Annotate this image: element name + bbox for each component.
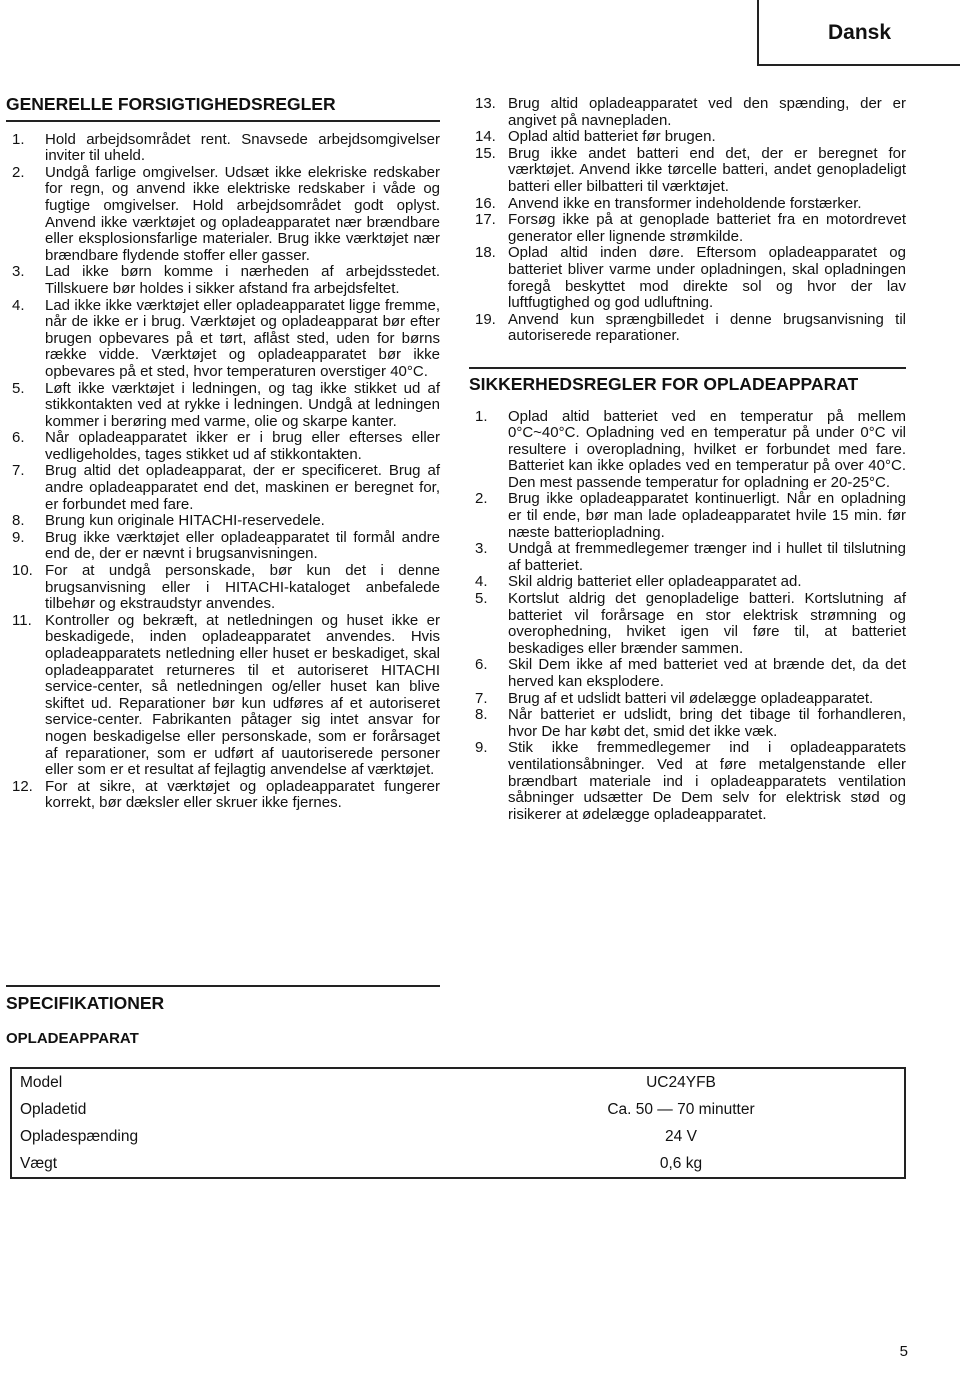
item-number: 13. [475,95,496,112]
item-text: Brug ikke opladeapparatet kontinuerligt. Når en opladning er til ende, bør man lade opladeapparatet hvile 15 min. før næste batteriopladning. [508,490,906,541]
spec-value: 0,6 kg [659,1155,703,1172]
table-row [11,1096,905,1123]
list-item [6,298,440,381]
item-text: Løft ikke værktøjet i ledningen, og tag ikke stikket ud af stikkontakten ved at rykke i ledningen. Undgå at ledningen kommer i berøring med varme, olie og skarpe kanter. [45,379,440,430]
item-text: Brug ikke andet batteri end det, der er beregnet for værktøjet. Anvend ikke tørcelle batteri, andet genopladeligt batteri eller bilbatteri til værktøjet. [508,144,906,195]
list-item [469,707,906,740]
list-item [6,430,440,463]
item-number: 18. [475,244,496,262]
spec-label: Model [20,1074,63,1091]
item-text: Stik ikke fremmedlegemer ind i opladeapparatets ventilationsåbninger. Ved at føre metalgenstande eller brændbart materiale ind i opladeapparatets ventilation såbninger udsætter De Dem selv for elektrisk stød og risikerer at ødelægge opladeapparatet. [508,739,906,823]
item-number: 7. [12,462,25,480]
charger-subheading: OPLADEAPPARAT [6,1030,139,1047]
item-text: Undgå at fremmedlegemer trænger ind i hullet til tilslutning af batteriet. [508,540,906,574]
item-text: Oplad altid batteriet før brugen. [508,128,716,146]
item-text: Skil aldrig batteriet eller opladeapparatet ad. [508,573,802,591]
item-number: 3. [475,540,488,558]
list-item [6,381,440,431]
item-number: 16. [475,194,496,212]
item-text: Undgå farlige omgivelser. Udsæt ikke elekriske redskaber for regn, og anvend ikke elektriske redskaber i våde og fugtige omgivelser. Hold arbejdsområdet godt oplyst. Anvend ikke værktøjet og opladeapparatet nær brændbare eller eksplosionsfarlige materialer. Brug ikke værktøjet nær brændbare flydende stoffer eller gasser. [45,163,440,264]
item-text: Forsøg ikke på at genoplade batteriet fra en motordrevet generator eller lignende strømkilde. [508,211,906,245]
item-number: 9. [475,739,488,757]
item-text: Brug af et udslidt batteri vil ødelægge opladeapparatet. [508,689,874,707]
item-text: For at sikre, at værktøjet og opladeapparatet fungerer korrekt, bør dæksler eller skruer ikke fjernes. [45,777,440,812]
specifications-heading: SPECIFIKATIONER [6,985,440,1014]
item-number: 6. [12,429,25,447]
item-text: Når opladeapparatet ikker er i brug eller efterses eller vedligeholdes, tages stikket ud af stikkontakten. [45,429,440,463]
item-number: 8. [12,512,25,530]
item-number: 10. [12,562,33,580]
list-item [6,513,440,530]
specifications-section [6,985,906,1179]
item-number: 17. [475,211,496,229]
item-number: 12. [12,777,33,795]
list-item [6,613,440,779]
item-text: Lad ikke ikke værktøjet eller opladeapparatet ligge fremme, når de ikke er i brug. Værktøjet og opladeapparat bør efter brugen opbevares på et tørt, aflåst sted, uden for børns række vidde. Værktøjet og opladeapparatet bør ikke opbevares på et sted, hvor temperaturen overstiger 40°C. [45,296,440,380]
spec-label: Vægt [20,1155,58,1172]
right-column [469,96,906,823]
list-item [6,779,440,812]
item-text: Anvend ikke en transformer indeholdende forstærker. [508,194,862,212]
item-text: Skil Dem ikke af med batteriet ved at brænde det, da det herved kan eksplodere. [508,656,906,690]
table-row [11,1123,905,1150]
general-precautions-list-continued [469,96,906,345]
item-text: Kontroller og bekræft, at netledningen og huset ikke er beskadigede, inden opladeapparatet anvendes. Hvis opladeapparatets netledning eller huset er beskadiget, skal opladeapparatet returneres til et autoriseret HITACHI service-center, så netledningen og/eller huset kan blive skiftet ud. Reparationer bør kun udføres af et autoriseret service-center. Fabrikanten påtager sig intet ansvar for nogen beskadigelse eller personskade, som er forårsaget af reparationer, som er udført af uautoriserede personer eller som er et resultat af fejlagtig anvendelse af værktøjet. [45,611,440,779]
item-text: Hold arbejdsområdet rent. Snavsede arbejdsomgivelser inviter til uheld. [45,130,440,165]
specifications-table [10,1067,906,1179]
item-number: 4. [12,296,25,314]
list-item [469,312,906,345]
list-item [469,196,906,213]
list-item [6,132,440,165]
item-text: Brug ikke værktøjet eller opladeapparatet til formål andre end de, der er nævnt i brugsanvisningen. [45,528,440,563]
spec-value: 24 V [665,1128,697,1145]
item-text: Brug altid opladeapparatet ved den spænding, der er angivet på navnepladen. [508,95,906,129]
item-number: 2. [475,490,488,508]
language-tab: Dansk [757,0,960,66]
list-item [469,409,906,492]
list-item [469,691,906,708]
charger-safety-heading: SIKKERHEDSREGLER FOR OPLADEAPPARAT [469,367,906,393]
item-text: Brung kun originale HITACHI-reservedele. [45,512,325,530]
item-number: 2. [12,163,25,181]
list-item [469,96,906,129]
item-number: 14. [475,128,496,146]
general-precautions-heading: GENERELLE FORSIGTIGHEDSREGLER [6,96,440,122]
item-text: Lad ikke børn komme i nærheden af arbejdsstedet. Tillskuere bør holdes i sikker afstand fra arbejdsfeltet. [45,263,440,297]
spec-value: Ca. 50 — 70 minutter [607,1101,755,1118]
item-number: 19. [475,310,496,328]
page-number: 5 [899,1343,908,1360]
item-number: 6. [475,656,488,674]
item-number: 3. [12,263,25,281]
item-number: 15. [475,144,496,162]
item-text: Oplad altid batteriet ved en temperatur på mellem 0°C~40°C. Opladning ved en temperatur på under 0°C vil resultere i overopladning, hvilket er forbundet med fare. Batteriet kan ikke oplades ved en temperatur på over 40°C. Den mest passende temperatur for opladning er 20-25°C. [508,407,906,491]
item-number: 11. [12,611,32,629]
list-item [6,165,440,265]
item-text: Oplad altid inden døre. Eftersom opladeapparatet og batteriet bliver varme under opladningen, skal opladningen foregå beskyttet mod direkte sol og hvor der lav luftfugtighed og god udluftning. [508,244,906,312]
item-text: Anvend kun sprængbilledet i denne brugsanvisning til autoriserede reparationer. [508,310,906,345]
list-item [6,530,440,563]
item-number: 5. [12,379,25,397]
list-item [469,245,906,311]
item-number: 5. [475,590,488,608]
item-number: 7. [475,689,488,707]
list-item [469,212,906,245]
list-item [469,146,906,196]
item-text: Brug altid det opladeapparat, der er specificeret. Brug af andre opladeapparatet end det, maskinen er beregnet for, er forbundet med fare. [45,462,440,513]
list-item [469,591,906,657]
list-item [469,541,906,574]
list-item [6,563,440,613]
item-text: Når batteriet er udslidt, bring det tibage til forhandleren, hvor De har købt det, smid det ikke væk. [508,706,906,740]
item-number: 9. [12,528,25,546]
item-text: Kortslut aldrig det genopladelige batteri. Kortslutning af batteriet vil forårsage en stor elektrisk strømning og overophedning, hviket igen vil føre til, at batteriet beskadiges eller brænder sammen. [508,590,906,657]
general-precautions-list [6,132,440,812]
list-item [6,463,440,513]
item-number: 4. [475,573,488,591]
spec-label: Opladetid [20,1101,87,1118]
list-item [469,740,906,823]
charger-safety-list [469,409,906,824]
item-number: 8. [475,706,488,724]
list-item [469,574,906,591]
general-precautions-section [6,96,440,812]
table-row [11,1150,905,1178]
list-item [6,264,440,297]
table-row [11,1068,905,1096]
list-item [469,657,906,690]
list-item [469,491,906,541]
list-item [469,129,906,146]
item-number: 1. [475,407,488,425]
spec-value: UC24YFB [646,1074,716,1091]
item-text: For at undgå personskade, bør kun det i denne brugsanvisning eller i HITACHI-kataloget anbefalede tilbehør og ekstraudstyr anvendes. [45,562,440,613]
item-number: 1. [12,130,25,148]
spec-label: Opladespænding [20,1128,139,1145]
